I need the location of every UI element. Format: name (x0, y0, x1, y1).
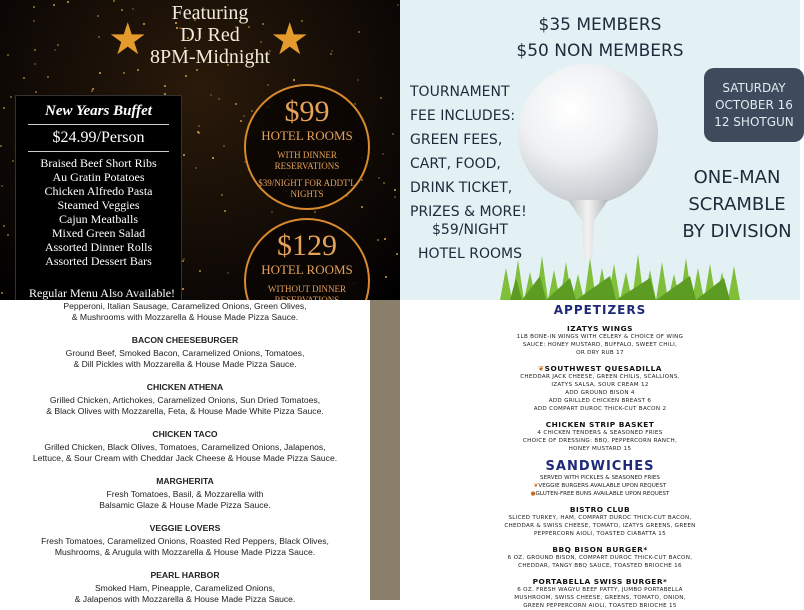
sparkle-dot (10, 96, 12, 98)
sparkle-dot (1, 185, 3, 187)
sparkle-dot (3, 225, 5, 227)
sparkle-dot (396, 253, 398, 255)
sparkle-dot (199, 270, 201, 272)
item-name: CHICKEN STRIP BASKET (545, 420, 655, 429)
sparkle-dot (183, 154, 185, 156)
item-desc: ADD GROUND BISON 4 (565, 390, 635, 396)
buffet-item: Mixed Green Salad (51, 226, 146, 240)
regular-menu-note: Regular Menu Also Available! (28, 286, 176, 300)
pizza-desc: & Jalapenos with Mozzarella & House Made Pizza Sauce. (74, 594, 296, 604)
sparkle-dot (35, 91, 37, 93)
sparkle-dot (54, 49, 56, 51)
sparkle-dot (218, 98, 220, 100)
pizza-item (0, 523, 370, 558)
pizza-desc: Grilled Chicken, Artichokes, Caramelized Onions, Sun Dried Tomatoes, (49, 395, 321, 405)
sparkle-dot (47, 76, 49, 78)
date-line: 12 SHOTGUN (714, 115, 794, 129)
sparkle-dot (394, 189, 396, 191)
menu-item (400, 364, 800, 413)
offer-label: HOTEL ROOMS (261, 262, 353, 277)
format-line: BY DIVISION (682, 221, 792, 242)
sparkle-dot (227, 272, 229, 274)
sparkle-dot (198, 132, 200, 134)
item-desc: 4 CHICKEN TENDERS & SEASONED FRIES (537, 430, 663, 436)
pizza-desc: & Black Olives with Mozzarella, Feta, & House Made White Pizza Sauce. (46, 406, 324, 416)
pizza-name: CHICKEN ATHENA (146, 382, 224, 392)
sandwich-note: SERVED WITH PICKLES & SEASONED FRIES (540, 475, 660, 481)
menu-item (400, 545, 800, 570)
sparkle-dot (57, 44, 59, 46)
item-desc: CHEDDAR & SWISS CHEESE, TOMATO, IZATYS GREENS, GREEN (504, 523, 696, 529)
item-desc: 6 OZ. FRESH WAGYU BEEF PATTY, JUMBO PORTABELLA (517, 587, 683, 593)
fee-line: FEE INCLUDES: (410, 108, 516, 124)
sparkle-dot (210, 94, 212, 96)
item-desc: SLICED TURKEY, HAM, COMPART DUROC THICK-CUT BACON, (508, 515, 692, 521)
leaf-icon: ● (530, 491, 536, 497)
item-name: BBQ BISON BURGER* (552, 545, 648, 554)
item-desc: HONEY MUSTARD 15 (568, 446, 632, 452)
fee-includes (410, 80, 527, 224)
item-desc: 1LB BONE-IN WINGS WITH CELERY & CHOICE OF WING (516, 334, 684, 340)
offer-subtitle: WITH DINNER RESERVATIONS (274, 150, 340, 171)
sparkle-dot (1, 292, 3, 294)
sparkle-dot (113, 0, 115, 2)
sparkle-dot (223, 145, 225, 147)
leaf-icon: ❦ (537, 364, 545, 373)
sparkle-dot (331, 50, 333, 52)
sparkle-dot (380, 97, 382, 99)
sparkle-dot (97, 15, 99, 17)
buffet-item: Assorted Dinner Rolls (44, 240, 153, 254)
format-line: ONE-MAN (693, 167, 781, 188)
offer-price: $129 (277, 229, 337, 262)
non-member-price: $50 NON MEMBERS (516, 41, 684, 61)
star-icon: ★ (270, 14, 310, 65)
item-desc: OR DRY RUB 17 (576, 350, 624, 356)
fee-line: PRIZES & MORE! (410, 204, 527, 220)
sparkle-dot (224, 210, 226, 212)
sparkle-dot (183, 258, 185, 260)
pizza-desc: Lettuce, & Sour Cream with Cheddar Jack Cheese & House Made Pizza Sauce. (32, 453, 338, 463)
offer-label: HOTEL ROOMS (261, 128, 353, 143)
buffet-price: $24.99/Person (52, 129, 145, 146)
sparkle-dot (384, 238, 386, 240)
sparkle-dot (392, 133, 394, 135)
sparkle-dot (137, 69, 139, 71)
fee-line: CART, FOOD, (410, 156, 501, 172)
sandwich-note-text: GLUTEN-FREE BUNS AVAILABLE UPON REQUEST (535, 491, 670, 497)
sparkle-dot (0, 145, 2, 147)
buffet-box (15, 95, 182, 302)
format-text (672, 164, 802, 245)
pizza-desc: Mushrooms, & Arugula with Mozzarella & House Made Pizza Sauce. (54, 547, 316, 557)
sparkle-dot (12, 160, 14, 162)
side-strip (370, 300, 400, 600)
pizza-item (0, 429, 370, 464)
sparkle-dot (98, 36, 100, 38)
menu-item (400, 324, 800, 357)
pizza-desc: & Mushrooms with Mozzarella & House Made Pizza Sauce. (71, 312, 299, 322)
item-name (400, 364, 800, 373)
item-desc: GREEN PEPPERCORN AIOLI, TOASTED BRIOCHE 15 (523, 603, 677, 609)
sparkle-dot (267, 84, 269, 86)
sparkle-dot (99, 72, 101, 74)
buffet-item: Chicken Alfredo Pasta (44, 184, 153, 198)
divider (28, 124, 169, 125)
sparkle-dot (382, 153, 384, 155)
sparkle-dot (91, 90, 93, 92)
date-badge (704, 68, 804, 142)
sandwich-note (400, 482, 800, 490)
pizza-item (0, 476, 370, 511)
pizza-item (0, 335, 370, 370)
sparkle-dot (235, 103, 237, 105)
featuring-text: Featuring (171, 2, 249, 24)
pizza-name: BACON CHEESEBURGER (131, 335, 239, 345)
pizza-name: VEGGIE LOVERS (149, 523, 221, 533)
pizza-name: PEARL HARBOR (150, 570, 220, 580)
sparkle-dot (221, 194, 223, 196)
menu-column (400, 300, 800, 610)
sparkle-dot (383, 182, 385, 184)
pizza-list (0, 301, 370, 605)
buffet-item: Au Gratin Potatoes (52, 170, 145, 184)
pizza-item (0, 301, 370, 323)
buffet-item: Assorted Dessert Bars (45, 254, 152, 268)
leaf-icon: ❦ (533, 483, 539, 489)
item-desc: 6 OZ. GROUND BISON, COMPART DUROC THICK-CUT BACON, (507, 555, 693, 561)
pizza-desc: Fresh Tomatoes, Basil, & Mozzarella with (106, 489, 264, 499)
sandwich-note (400, 490, 800, 498)
item-desc: CHEDDAR JACK CHEESE, GREEN CHILIS, SCALLIONS, (520, 374, 680, 380)
format-line: SCRAMBLE (688, 194, 786, 215)
sparkle-dot (198, 125, 200, 127)
buffet-item: Cajun Meatballs (59, 212, 138, 226)
pizza-desc: Fresh Tomatoes, Caramelized Onions, Roasted Red Peppers, Black Olives, (41, 536, 329, 546)
new-years-panel (0, 0, 400, 300)
item-desc: PEPPERCORN AIOLI, TOASTED CIABATTA 15 (533, 531, 667, 537)
pizza-desc: Grilled Chicken, Black Olives, Tomatoes, Caramelized Onions, Jalapenos, (44, 442, 326, 452)
sparkle-dot (377, 239, 379, 241)
item-desc: CHOICE OF DRESSING: BBQ, PEPPERCORN RANCH, (522, 438, 678, 444)
sandwiches-heading: SANDWICHES (545, 459, 655, 474)
date-line: OCTOBER 16 (715, 98, 793, 112)
sparkle-dot (195, 167, 197, 169)
pizza-name: MARGHERITA (156, 476, 214, 486)
item-desc: MUSHROOM, SWISS CHEESE, GREENS, TOMATO, ONION, (514, 595, 686, 601)
pizza-name: CHICKEN TACO (152, 429, 218, 439)
offer-subtitle: WITHOUT DINNER (267, 284, 347, 294)
buffet-item: Steamed Veggies (57, 198, 140, 212)
item-desc: ADD COMPART DUROC THICK-CUT BACON 2 (533, 406, 667, 412)
event-time: 8PM-Midnight (149, 46, 271, 68)
hotel-rate (410, 218, 530, 266)
item-name: IZATYS WINGS (566, 324, 634, 333)
hotel-line: HOTEL ROOMS (418, 246, 522, 262)
sparkle-dot (361, 206, 363, 208)
menu-item (400, 505, 800, 538)
dj-name: DJ Red (180, 24, 240, 46)
offer-note: $39/NIGHT FOR ADDT'L NIGHTS (258, 178, 356, 199)
fee-line: DRINK TICKET, (410, 180, 513, 196)
sparkle-dot (271, 211, 273, 213)
pizza-desc: Ground Beef, Smoked Bacon, Caramelized Onions, Tomatoes, (65, 348, 305, 358)
sparkle-dot (7, 234, 9, 236)
sparkle-dot (33, 20, 35, 22)
sparkle-dot (53, 4, 55, 6)
sparkle-dot (358, 31, 360, 33)
buffet-item: Braised Beef Short Ribs (40, 156, 157, 170)
sparkle-dot (330, 53, 332, 55)
sparkle-dot (3, 107, 5, 109)
restaurant-menu-panel (400, 300, 800, 609)
sparkle-dot (385, 276, 387, 278)
member-price: $35 MEMBERS (538, 15, 662, 35)
sparkle-dot (378, 177, 380, 179)
pizza-desc: & Dill Pickles with Mozzarella & House Made Pizza Sauce. (73, 359, 297, 369)
sparkle-dot (67, 1, 69, 3)
item-desc: SAUCE: HONEY MUSTARD, BUFFALO, SWEET CHILI, (522, 342, 678, 348)
buffet-title: New Years Buffet (45, 103, 152, 119)
golf-tournament-panel (400, 0, 800, 300)
item-name: PORTABELLA SWISS BURGER* (532, 577, 668, 586)
pizza-item (0, 382, 370, 417)
buffet-items (16, 156, 181, 268)
event-header (120, 2, 300, 68)
grass-illustration (500, 248, 740, 300)
item-desc: IZATYS SALSA, SOUR CREAM 12 (551, 382, 649, 388)
date-line: SATURDAY (722, 81, 786, 95)
pizza-desc: Pepperoni, Italian Sausage, Caramelized Onions, Green Olives, (63, 301, 307, 311)
menu-item (400, 420, 800, 453)
fee-line: GREEN FEES, (410, 132, 503, 148)
menu-item (400, 577, 800, 610)
sparkle-dot (34, 63, 36, 65)
sparkle-dot (243, 115, 245, 117)
appetizers-heading: APPETIZERS (553, 303, 647, 317)
sparkle-dot (23, 77, 25, 79)
golf-ball-image (518, 64, 658, 204)
item-name-text: SOUTHWEST QUESADILLA (544, 364, 663, 373)
star-icon: ★ (108, 14, 148, 65)
sparkle-dot (7, 54, 9, 56)
divider (28, 151, 169, 152)
sandwich-note-text: VEGGIE BURGERS AVAILABLE UPON REQUEST (538, 483, 667, 489)
sparkle-dot (196, 69, 198, 71)
item-name: BISTRO CLUB (569, 505, 631, 514)
fee-line: TOURNAMENT (410, 84, 510, 100)
offer-price: $99 (284, 95, 330, 128)
sparkle-dot (240, 120, 242, 122)
pizza-item (0, 570, 370, 605)
pizza-desc: Balsamic Glaze & House Made Pizza Sauce. (99, 500, 271, 510)
sparkle-dot (357, 79, 359, 81)
pricing (500, 12, 700, 64)
sparkle-dot (314, 211, 316, 213)
sparkle-dot (164, 85, 166, 87)
item-desc: CHEDDAR, TANGY BBQ SAUCE, TOASTED BRIOCHE 16 (518, 563, 682, 569)
item-desc: ADD GRILLED CHICKEN BREAST 6 (548, 398, 652, 404)
sparkle-dot (34, 49, 36, 51)
sparkle-dot (293, 79, 295, 81)
sparkle-dot (394, 196, 396, 198)
sparkle-dot (185, 75, 187, 77)
sparkle-dot (212, 157, 214, 159)
sparkle-dot (33, 6, 35, 8)
hotel-offer-with-dinner (244, 84, 370, 210)
hotel-line: $59/NIGHT (432, 222, 508, 238)
pizza-menu-panel (0, 300, 400, 604)
sparkle-dot (123, 72, 125, 74)
pizza-desc: Smoked Ham, Pineapple, Caramelized Onions, (94, 583, 276, 593)
